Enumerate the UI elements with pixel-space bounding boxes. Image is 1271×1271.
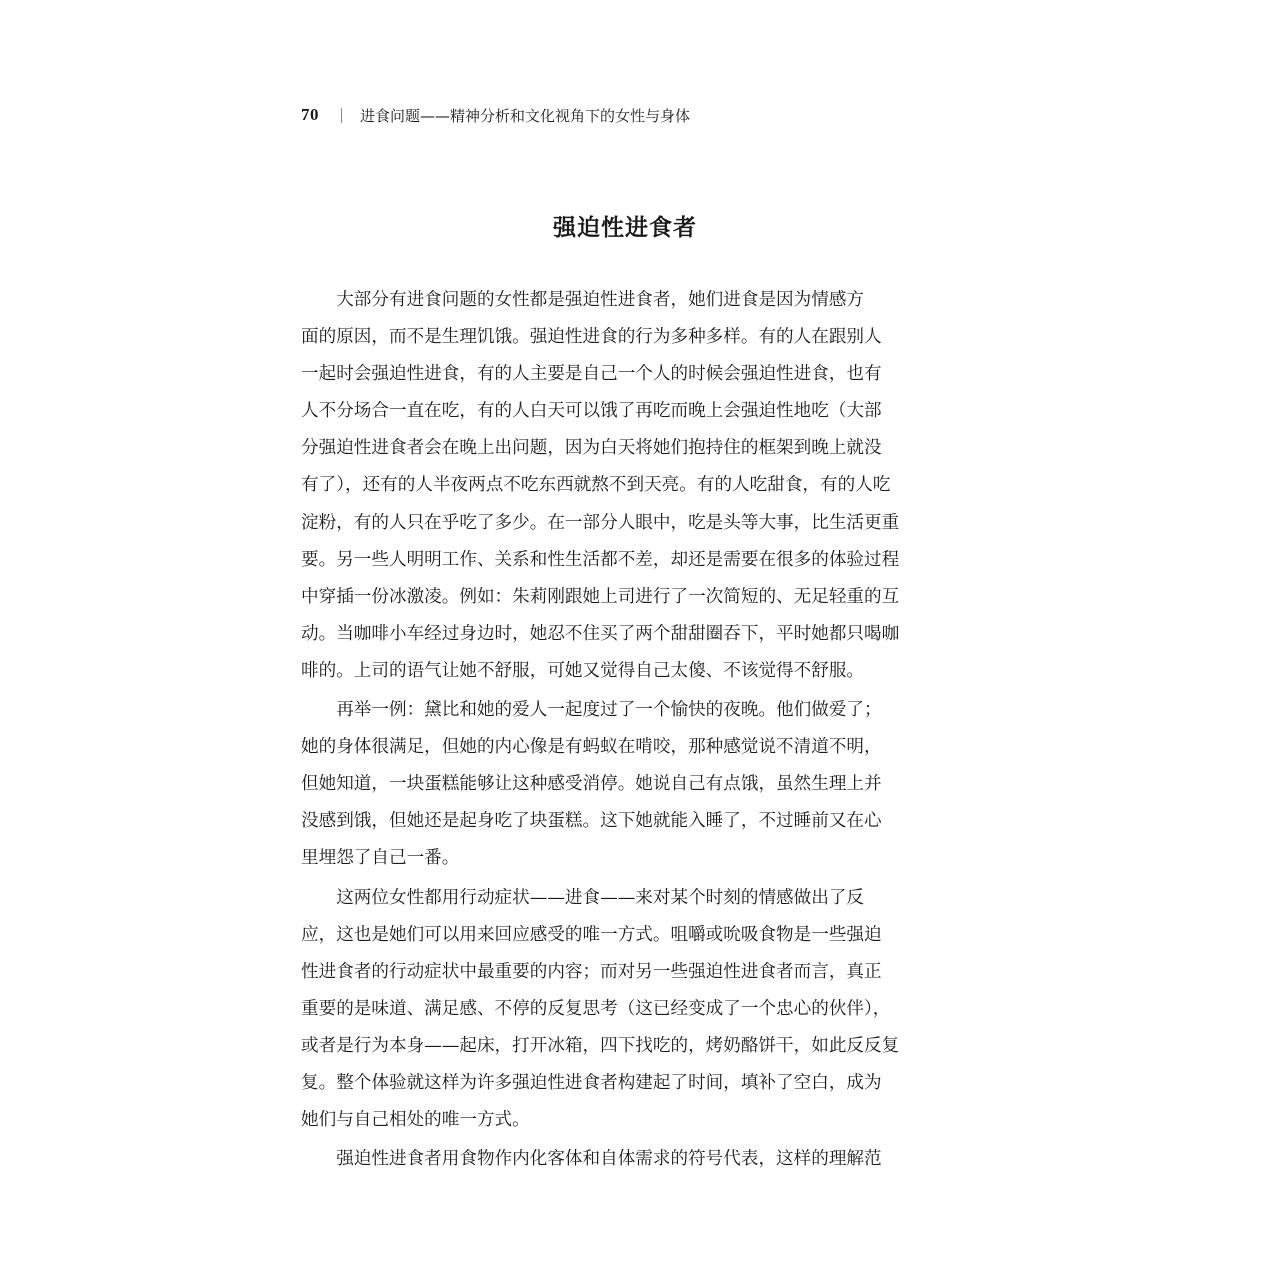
body-text xyxy=(301,282,949,1180)
text-line: 要。另一些人明明工作、关系和性生活都不差，却还是需要在很多的体验过程 xyxy=(301,549,900,570)
running-book-title: 进食问题——精神分析和文化视角下的女性与身体 xyxy=(360,106,691,125)
text-line: 中穿插一份冰激凌。例如：朱莉刚跟她上司进行了一次简短的、无足轻重的互 xyxy=(301,586,900,607)
text-line: 面的原因，而不是生理饥饿。强迫性进食的行为多种多样。有的人在跟别人 xyxy=(301,327,882,348)
paragraph-2 xyxy=(301,692,949,877)
text-line: 强迫性进食者用食物作内化客体和自体需求的符号代表，这样的理解范 xyxy=(336,1149,882,1170)
text-line: 她的身体很满足，但她的内心像是有蚂蚁在啃咬，那种感觉说不清道不明， xyxy=(301,737,882,758)
text-line: 再举一例：黛比和她的爱人一起度过了一个愉快的夜晚。他们做爱了； xyxy=(336,700,882,721)
paragraph-3 xyxy=(301,880,949,1140)
text-line: 人不分场合一直在吃，有的人白天可以饿了再吃而晚上会强迫性地吃（大部 xyxy=(301,401,882,422)
text-line: 没感到饿，但她还是起身吃了块蛋糕。这下她就能入睡了，不过睡前又在心 xyxy=(301,811,882,832)
text-line: 一起时会强迫性进食，有的人主要是自己一个人的时候会强迫性进食，也有 xyxy=(301,364,882,385)
text-line: 或者是行为本身——起床，打开冰箱，四下找吃的，烤奶酪饼干，如此反反复 xyxy=(301,1035,900,1056)
text-line: 大部分有进食问题的女性都是强迫性进食者，她们进食是因为情感方 xyxy=(336,290,865,310)
text-line: 性进食者的行动症状中最重要的内容；而对另一些强迫性进食者而言，真正 xyxy=(301,961,882,982)
text-line: 动。当咖啡小车经过身边时，她忍不住买了两个甜甜圈吞下，平时她都只喝咖 xyxy=(301,623,900,644)
paragraph-1 xyxy=(301,282,949,690)
text-line: 她们与自己相处的唯一方式。 xyxy=(301,1110,530,1131)
text-line: 里埋怨了自己一番。 xyxy=(301,848,460,869)
section-title: 强迫性进食者 xyxy=(553,215,697,241)
text-line: 这两位女性都用行动症状——进食——来对某个时刻的情感做出了反 xyxy=(336,887,865,908)
paragraph-4 xyxy=(301,1141,949,1178)
page-number: 70 xyxy=(301,105,319,124)
text-line: 但她知道，一块蛋糕能够让这种感受消停。她说自己有点饿，虽然生理上并 xyxy=(301,774,882,795)
text-line: 啡的。上司的语气让她不舒服，可她又觉得自己太傻、不该觉得不舒服。 xyxy=(301,660,865,681)
text-line: 应，这也是她们可以用来回应感受的唯一方式。咀嚼或吮吸食物是一些强迫 xyxy=(301,924,882,945)
header-divider xyxy=(341,108,342,123)
running-head xyxy=(301,103,690,127)
text-line: 有了），还有的人半夜两点不吃东西就熬不到天亮。有的人吃甜食，有的人吃 xyxy=(301,475,891,496)
text-line: 淀粉，有的人只在乎吃了多少。在一部分人眼中，吃是头等大事，比生活更重 xyxy=(301,512,900,533)
text-line: 复。整个体验就这样为许多强迫性进食者构建起了时间，填补了空白，成为 xyxy=(301,1072,882,1093)
text-line: 分强迫性进食者会在晚上出问题，因为白天将她们抱持住的框架到晚上就没 xyxy=(301,438,882,459)
text-line: 重要的是味道、满足感、不停的反复思考（这已经变成了一个忠心的伙伴）， xyxy=(301,998,891,1019)
